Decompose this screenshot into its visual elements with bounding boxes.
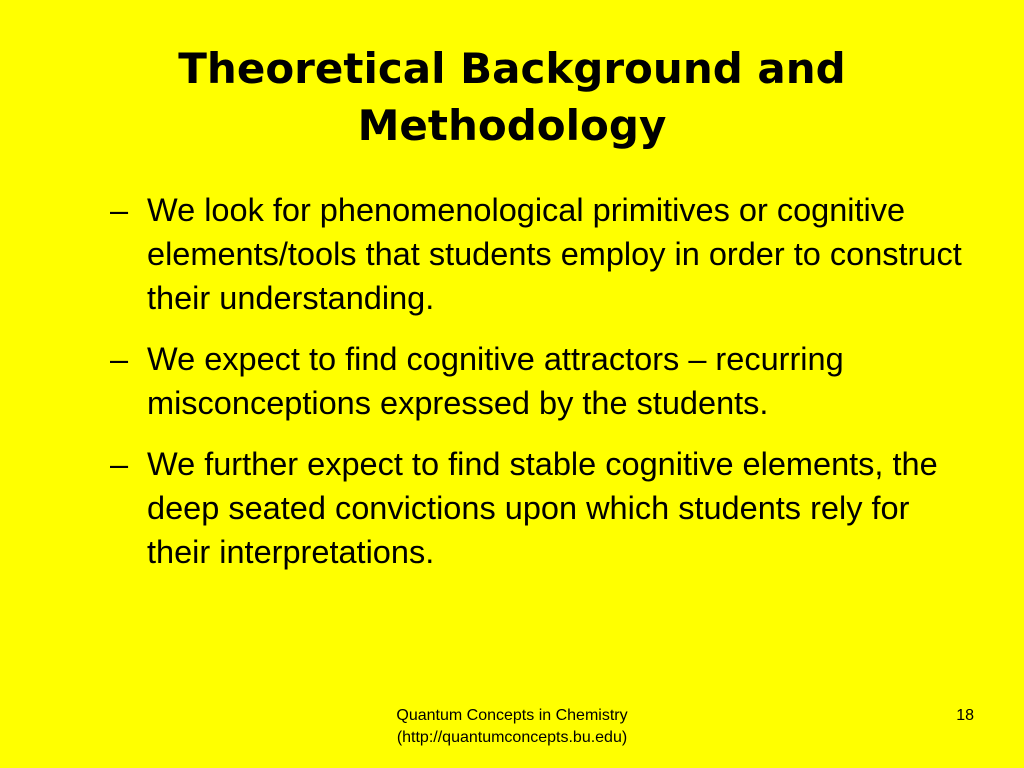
bullet-dash: –: [110, 341, 129, 377]
footer-source-url: (http://quantumconcepts.bu.edu): [396, 729, 628, 746]
bullet-item-phenomenological-primitives: [110, 188, 970, 320]
footer-source-title: Quantum Concepts in Chemistry: [396, 707, 628, 724]
bullet-item-cognitive-attractors: [110, 337, 970, 425]
slide-title-line-2: Methodology: [357, 101, 667, 150]
page-number: 18: [956, 707, 974, 724]
bullet-list: [110, 188, 970, 591]
slide-title-line-1: Theoretical Background and: [178, 44, 846, 93]
bullet-text: We further expect to find stable cognitive elements, the deep seated convictions upon which students rely for their interpretations.: [147, 446, 938, 570]
footer-source: [312, 705, 712, 749]
bullet-dash: –: [110, 446, 129, 482]
slide-title: [80, 40, 944, 154]
bullet-item-stable-cognitive-elements: [110, 442, 970, 574]
bullet-text: We expect to find cognitive attractors – recurring misconceptions expressed by the students.: [147, 341, 844, 421]
bullet-text: We look for phenomenological primitives or cognitive elements/tools that students employ in order to construct their understanding.: [147, 192, 962, 316]
bullet-dash: –: [110, 192, 129, 228]
